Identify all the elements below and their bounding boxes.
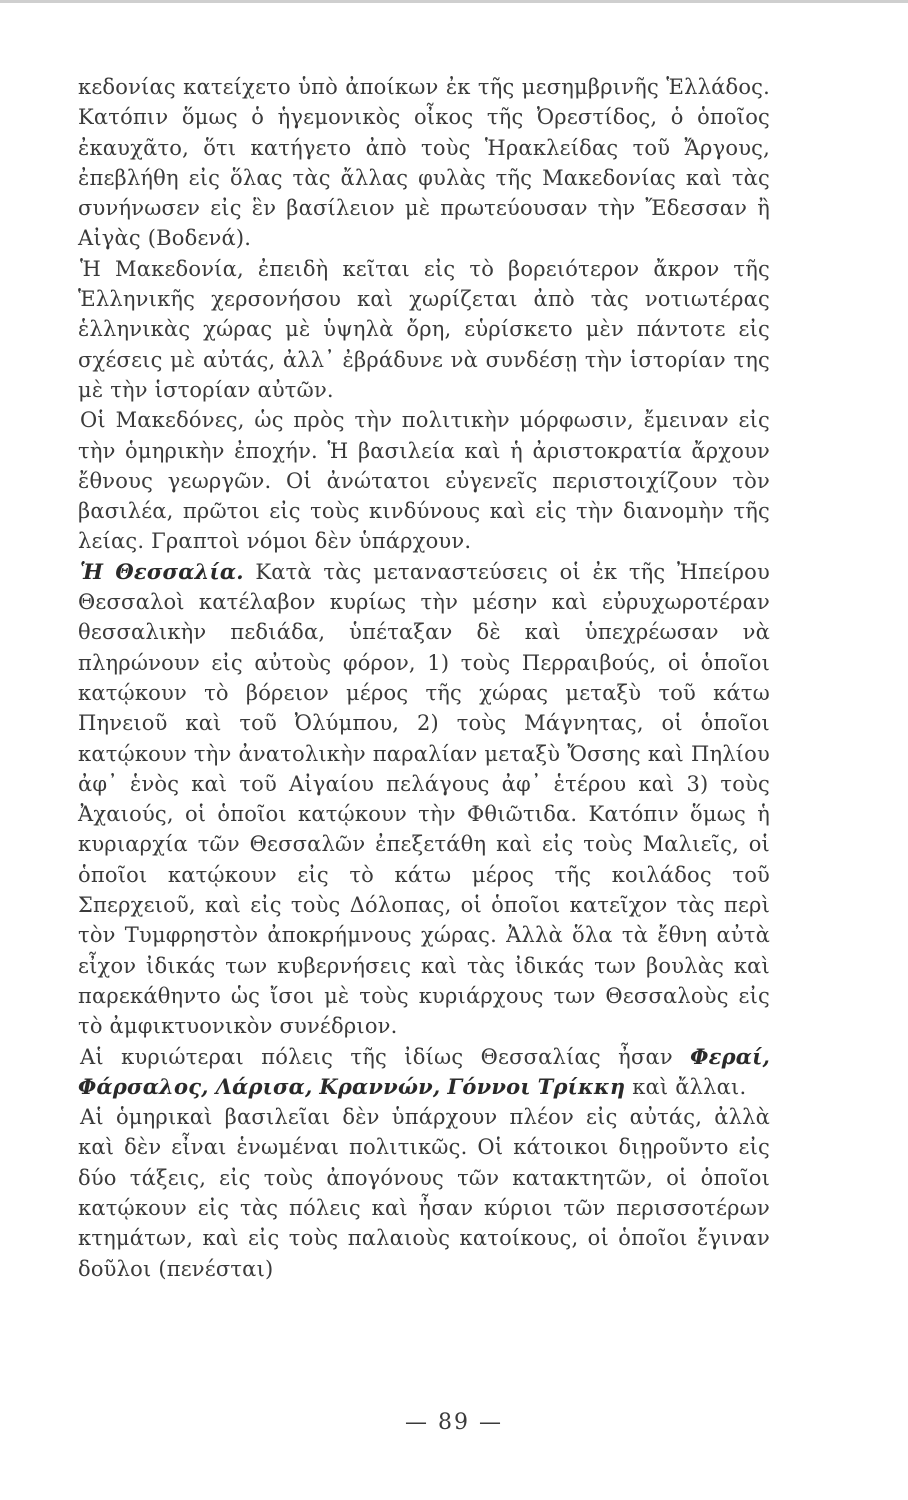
city-krannon: Κραννών,	[319, 1073, 441, 1099]
paragraph-cities	[78, 1042, 770, 1103]
city-gonnoi: Γόννοι	[447, 1073, 531, 1099]
cities-intro: Αἱ κυριώτεραι πόλεις τῆς ἰδίως Θεσσαλίας ἦσαν	[80, 1044, 691, 1069]
cities-outro: καὶ ἄλλαι.	[625, 1074, 747, 1099]
city-trikke: Τρίκκη	[537, 1073, 626, 1099]
top-rule	[0, 0, 908, 3]
paragraph-thessaly	[78, 557, 770, 1042]
city-pharsalos: Φάρσαλος,	[78, 1073, 209, 1099]
paragraph-kingdoms: Αἱ ὁμηρικαὶ βασιλεῖαι δὲν ὑπάρχουν πλέον εἰς αὐτάς, ἀλλὰ καὶ δὲν εἶναι ἑνωμέναι πολιτικῶς. Οἱ κάτοικοι διῃροῦντο εἰς δύο τάξεις, εἰς τοὺς ἀπογόνους τῶν κατακτητῶν, οἱ ὁποῖοι κατῴκουν εἰς τὰς πόλεις καὶ ἦσαν κύριοι τῶν περισσοτέρων κτημάτων, καὶ εἰς τοὺς παλαιοὺς κατοίκους, οἱ ὁποῖοι ἔγιναν δοῦλοι (πενέσται)	[78, 1105, 770, 1281]
paragraph-macedonia-origin: κεδονίας κατείχετο ὑπὸ ἀποίκων ἐκ τῆς μεσημβρινῆς Ἑλλάδος. Κατόπιν ὅμως ὁ ἡγεμονικὸς οἶκος τῆς Ὀρεστίδος, ὁ ὁποῖος ἐκαυχᾶτο, ὅτι κατήγετο ἀπὸ τοὺς Ἡρακλείδας τοῦ Ἄργους, ἐπεβλήθη εἰς ὅλας τὰς ἄλλας φυλὰς τῆς Μακεδονίας καὶ τὰς συνήνωσεν εἰς ἓν βασίλειον μὲ πρωτεύουσαν τὴν Ἔδεσσαν ἢ Αἰγὰς (Βοδενά).	[78, 75, 770, 251]
page-number: — 89 —	[405, 1410, 503, 1435]
section-heading-thessaly: Ἡ Θεσσαλία.	[80, 558, 244, 584]
paragraph-macedonians-politics: Οἱ Μακεδόνες, ὡς πρὸς τὴν πολιτικὴν μόρφωσιν, ἔμειναν εἰς τὴν ὁμηρικὴν ἐποχήν. Ἡ βασιλεία καὶ ἡ ἀριστοκρατία ἄρχουν ἔθνους γεωργῶν. Οἱ ἀνώτατοι εὐγενεῖς περιστοιχίζουν τὸν βασιλέα, πρῶτοι εἰς τοὺς κινδύνους καὶ εἰς τὴν διανομὴν τῆς λείας. Γραπτοὶ νόμοι δὲν ὑπάρχουν.	[78, 408, 770, 554]
thessaly-text: Κατὰ τὰς μεταναστεύσεις οἱ ἐκ τῆς Ἠπείρου Θεσσαλοὶ κατέλαβον κυρίως τὴν μέσην καὶ εὐρυχωροτέραν θεσσαλικὴν πεδιάδα, ὑπέταξαν δὲ καὶ ὑπεχρέωσαν νὰ πληρώνουν εἰς αὐτοὺς φόρον, 1) τοὺς Περραιβούς, οἱ ὁποῖοι κατῴκουν τὸ βόρειον μέρος τῆς χώρας μεταξὺ τοῦ κάτω Πηνειοῦ καὶ τοῦ Ὀλύμπου, 2) τοὺς Μάγνητας, οἱ ὁποῖοι κατῴκουν τὴν ἀνατολικὴν παραλίαν μεταξὺ Ὄσσης καὶ Πηλίου ἀφ᾽ ἑνὸς καὶ τοῦ Αἰγαίου πελάγους ἀφ᾽ ἑτέρου καὶ 3) τοὺς Ἀχαιούς, οἱ ὁποῖοι κατῴκουν τὴν Φθιῶτιδα. Κατόπιν ὅμως ἡ κυριαρχία τῶν Θεσσαλῶν ἐπεξετάθη καὶ εἰς τοὺς Μαλιεῖς, οἱ ὁποῖοι κατῴκουν εἰς τὸ κάτω μέρος τῆς κοιλάδος τοῦ Σπερχειοῦ, καὶ εἰς τοὺς Δόλοπας, οἱ ὁποῖοι κατεῖχον τὰς περὶ τὸν Τυμφρηστὸν ἀποκρήμνους χώρας. Ἀλλὰ ὅλα τὰ ἔθνη αὐτὰ εἶχον ἰδικάς των κυβερνήσεις καὶ τὰς ἰδικάς των βουλὰς καὶ παρεκάθηντο ὡς ἴσοι μὲ τοὺς κυριάρχους των Θεσσαλοὺς εἰς τὸ ἀμφικτυονικὸν συνέδριον.	[78, 559, 770, 1039]
city-larisa: Λάρισα,	[215, 1073, 313, 1099]
page-body	[78, 72, 770, 1284]
paragraph-macedonia-geography: Ἡ Μακεδονία, ἐπειδὴ κεῖται εἰς τὸ βορειότερον ἄκρον τῆς Ἑλληνικῆς χερσονήσου καὶ χωρίζεται ἀπὸ τὰς νοτιωτέρας ἑλληνικὰς χώρας μὲ ὑψηλὰ ὄρη, εὑρίσκετο μὲν πάντοτε εἰς σχέσεις μὲ αὐτάς, ἀλλ᾽ ἐβράδυνε νὰ συνδέσῃ τὴν ἱστορίαν της μὲ τὴν ἱστορίαν αὐτῶν.	[78, 256, 770, 402]
city-pherai: Φεραί,	[690, 1043, 770, 1069]
